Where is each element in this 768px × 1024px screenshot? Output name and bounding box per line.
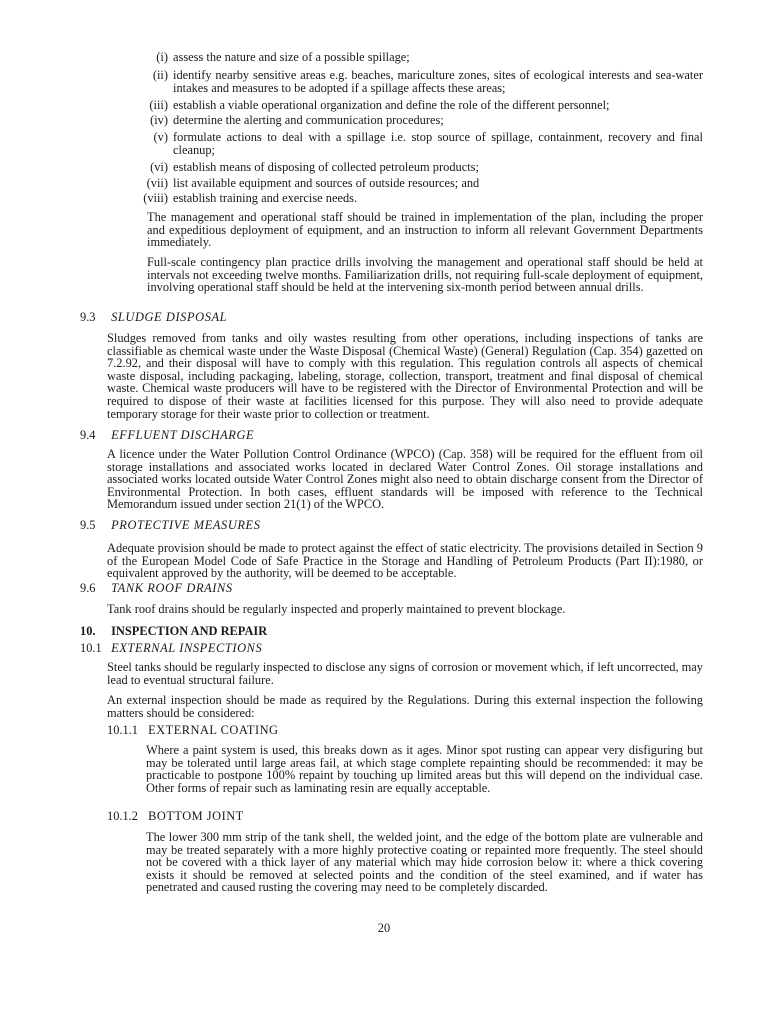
section-heading-9-3 <box>80 311 227 324</box>
section-title: BOTTOM JOINT <box>148 809 244 823</box>
chapter-title: INSPECTION AND REPAIR <box>111 624 268 638</box>
section-number: 10.1.2 <box>107 809 138 823</box>
section-title: EFFLUENT DISCHARGE <box>111 428 255 442</box>
section-body-10-1-b: An external inspection should be made as required by the Regulations. During this external inspection the following matters should be considered: <box>107 693 703 720</box>
list-item-number: (viii) <box>143 191 168 205</box>
list-item-number: (iv) <box>150 113 168 127</box>
section-title: TANK ROOF DRAINS <box>111 581 233 595</box>
section-number: 10. <box>80 624 96 638</box>
section-body-9-3: Sludges removed from tanks and oily wastes resulting from other operations, including inspections of tanks are classifiable as chemical waste under the Waste Disposal (Chemical Waste) (General) Regulation (Cap. 354) gazetted on 7.2.92, and their disposal will have to comply with this regulation. This regulation controls all aspects of chemical waste disposal, including packaging, labeling, storage, collection, transport, treatment and final disposal of chemical waste. Chemical waste producers will have to be registered with the Director of Environmental Protection and will be required to dispose of their waste at facilities licensed for this purpose. They will also need to provide adequate temporary storage for their waste prior to collection or treatment. <box>107 331 703 421</box>
subsection-heading-10-1-1 <box>107 724 279 737</box>
section-heading-10-1 <box>80 642 262 655</box>
section-title: PROTECTIVE MEASURES <box>111 518 261 532</box>
section-title: EXTERNAL COATING <box>148 723 279 737</box>
list-item-number: (vii) <box>146 176 168 190</box>
subsection-heading-10-1-2 <box>107 810 244 823</box>
list-item-text: identify nearby sensitive areas e.g. beaches, mariculture zones, sites of ecological interests and sea-water intakes and measures to be adopted if a spillage affects these areas; <box>173 68 703 95</box>
section-number: 9.6 <box>80 581 96 595</box>
list-item-number: (vi) <box>150 160 168 174</box>
paragraph-drills: Full-scale contingency plan practice drills involving the management and operational staff should be held at intervals not exceeding twelve months. Familiarization drills, not requiring full-scale deployment of equipment, involving operational staff should be held at the intervening six-month period between annual drills. <box>147 255 703 295</box>
section-number: 9.5 <box>80 518 96 532</box>
list-item-number: (ii) <box>152 68 168 82</box>
section-body-9-6: Tank roof drains should be regularly inspected and properly maintained to prevent blockage. <box>107 602 566 616</box>
section-number: 9.4 <box>80 428 96 442</box>
paragraph-training: The management and operational staff should be trained in implementation of the plan, including the proper and expeditious deployment of equipment, and an instruction to inform all relevant Government Departments immediately. <box>147 210 703 250</box>
section-number: 10.1 <box>80 641 102 655</box>
list-item-text: assess the nature and size of a possible spillage; <box>173 50 410 64</box>
chapter-heading-10 <box>80 625 267 638</box>
list-item-text: establish means of disposing of collected petroleum products; <box>173 160 479 174</box>
list-item-number: (iii) <box>149 98 168 112</box>
list-item-text: list available equipment and sources of outside resources; and <box>173 176 480 190</box>
page-number: 20 <box>377 921 391 935</box>
list-item-text: establish training and exercise needs. <box>173 191 358 205</box>
list-item-text: formulate actions to deal with a spillage i.e. stop source of spillage, containment, recovery and final cleanup; <box>173 130 703 157</box>
section-number: 9.3 <box>80 310 96 324</box>
section-heading-9-4 <box>80 429 254 442</box>
section-heading-9-6 <box>80 582 233 595</box>
list-item-text: establish a viable operational organization and define the role of the different personnel; <box>173 98 610 112</box>
section-number: 10.1.1 <box>107 723 138 737</box>
section-body-9-5: Adequate provision should be made to protect against the effect of static electricity. The provisions detailed in Section 9 of the European Model Code of Safe Practice in the Storage and Handling of Petroleum Products (Part II):1980, or equivalent approved by the authority, will be deemed to be acceptable. <box>107 541 703 581</box>
section-heading-9-5 <box>80 519 261 532</box>
subsection-body-10-1-2: The lower 300 mm strip of the tank shell, the welded joint, and the edge of the bottom plate are vulnerable and may be treated separately with a more highly protective coating or repainted more frequently. The steel should not be covered with a thick layer of any material which may hide corrosion below it: where a thick covering exists it should be removed at selected points and the condition of the steel examined, and if water has penetrated and caused rusting the covering may need to be completely discarded. <box>146 830 703 895</box>
section-title: SLUDGE DISPOSAL <box>111 310 228 324</box>
section-body-9-4: A licence under the Water Pollution Control Ordinance (WPCO) (Cap. 358) will be required for the effluent from oil storage installations and associated works located in declared Water Control Zones. Oil storage installations and associated works located outside Water Control Zones might also need to obtain discharge consent from the Director of Environmental Protection. In both cases, effluent standards will be imposed with reference to the Technical Memorandum issued under section 21(1) of the WPCO. <box>107 447 703 512</box>
list-item-text: determine the alerting and communication procedures; <box>173 113 444 127</box>
list-item-number: (i) <box>156 50 168 64</box>
subsection-body-10-1-1: Where a paint system is used, this breaks down as it ages. Minor spot rusting can appear very disfiguring but may be tolerated until large areas fail, at which stage complete repainting should be recommended: it may be practicable to postpone 100% repaint by touching up limited areas but this will depend on the individual case. Other forms of repair such as laminating resin are equally acceptable. <box>146 743 703 795</box>
list-item-number: (v) <box>153 130 168 144</box>
section-title: EXTERNAL INSPECTIONS <box>111 641 263 655</box>
section-body-10-1-a: Steel tanks should be regularly inspected to disclose any signs of corrosion or movement which, if left uncorrected, may lead to eventual structural failure. <box>107 660 703 687</box>
